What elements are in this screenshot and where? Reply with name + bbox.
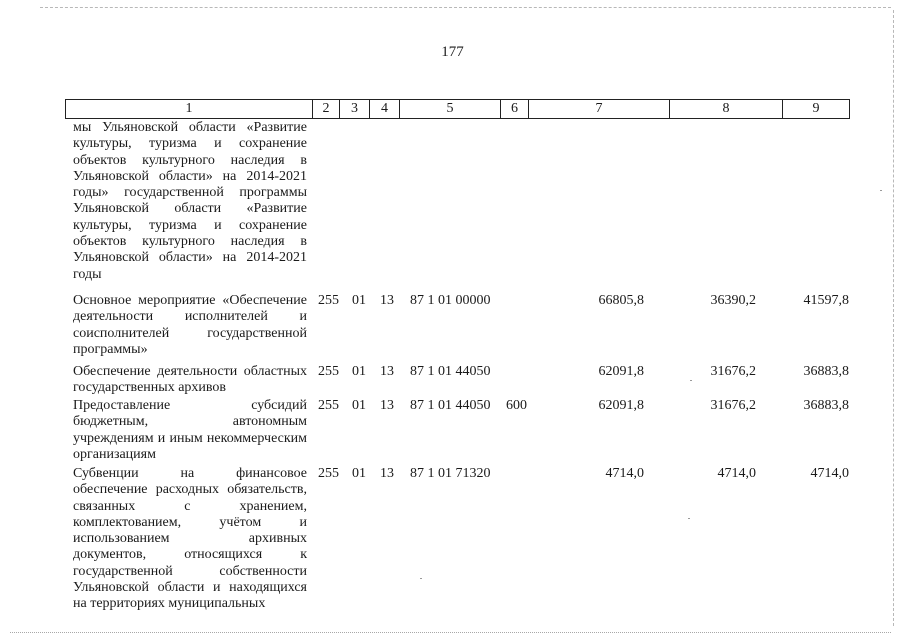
row-description: Обеспечение деятельности областных государственных архивов xyxy=(73,364,307,396)
column-header-7: 7 xyxy=(529,100,670,118)
scan-speck xyxy=(690,380,692,381)
ministry-code: 255 xyxy=(318,398,339,413)
subsection-code: 13 xyxy=(380,466,394,481)
column-header-1: 1 xyxy=(66,100,313,118)
amount-col-8: 31676,2 xyxy=(710,398,756,413)
amount-col-7: 66805,8 xyxy=(598,293,644,308)
column-header-9: 9 xyxy=(812,101,820,116)
scan-edge-right xyxy=(893,10,894,626)
row-description: Предоставление субсидий бюджетным, автономным учреждениям и иным некоммерческим организациям xyxy=(73,398,307,462)
subsection-code: 13 xyxy=(380,293,394,308)
scan-speck xyxy=(880,190,882,191)
subsection-code: 13 xyxy=(380,398,394,413)
section-code: 01 xyxy=(352,466,366,481)
page-number: 177 xyxy=(441,44,464,60)
amount-col-7: 62091,8 xyxy=(598,398,644,413)
scan-speck xyxy=(420,578,422,579)
amount-col-8: 36390,2 xyxy=(710,293,756,308)
amount-col-7: 62091,8 xyxy=(598,364,644,379)
column-number-header xyxy=(65,99,850,119)
section-code: 01 xyxy=(352,364,366,379)
amount-col-7: 4714,0 xyxy=(605,466,644,481)
amount-col-8: 31676,2 xyxy=(710,364,756,379)
column-header-5: 5 xyxy=(400,100,501,118)
target-article-code: 87 1 01 00000 xyxy=(410,293,491,308)
ministry-code: 255 xyxy=(318,293,339,308)
target-article-code: 87 1 01 44050 xyxy=(410,398,491,413)
target-article-code: 87 1 01 71320 xyxy=(410,466,491,481)
section-code: 01 xyxy=(352,398,366,413)
column-header-2: 2 xyxy=(313,100,340,118)
scan-edge-bottom xyxy=(10,632,891,633)
column-header-8: 8 xyxy=(670,100,783,118)
subsection-code: 13 xyxy=(380,364,394,379)
row-description: Основное мероприятие «Обеспечение деятельности исполнителей и соисполнителей государственной программы» xyxy=(73,293,307,357)
ministry-code: 255 xyxy=(318,364,339,379)
amount-col-9: 41597,8 xyxy=(803,293,849,308)
row-description: мы Ульяновской области «Развитие культуры, туризма и сохранение объектов культурного наследия в Ульяновской области» на 2014-2021 годы» государственной программы Ульяновской области «Развитие культуры, туризма и сохранение объектов культурного наследия в Ульяновской области» на 2014-2021 годы xyxy=(73,120,307,282)
amount-col-9: 36883,8 xyxy=(803,364,849,379)
amount-col-9: 36883,8 xyxy=(803,398,849,413)
expense-type-code: 600 xyxy=(506,398,527,413)
scan-edge-top xyxy=(40,7,891,8)
row-description: Субвенции на финансовое обеспечение расходных обязательств, связанных с хранением, комплектованием, учётом и использованием архивных документов, относящихся к государственной собственности Ульяновской области и находящихся на территориях муниципальных xyxy=(73,466,307,612)
ministry-code: 255 xyxy=(318,466,339,481)
column-header-6: 6 xyxy=(501,100,529,118)
amount-col-8: 4714,0 xyxy=(717,466,756,481)
column-header-3: 3 xyxy=(340,100,370,118)
column-header-4: 4 xyxy=(370,100,400,118)
target-article-code: 87 1 01 44050 xyxy=(410,364,491,379)
section-code: 01 xyxy=(352,293,366,308)
amount-col-9: 4714,0 xyxy=(810,466,849,481)
scan-speck xyxy=(688,518,690,519)
